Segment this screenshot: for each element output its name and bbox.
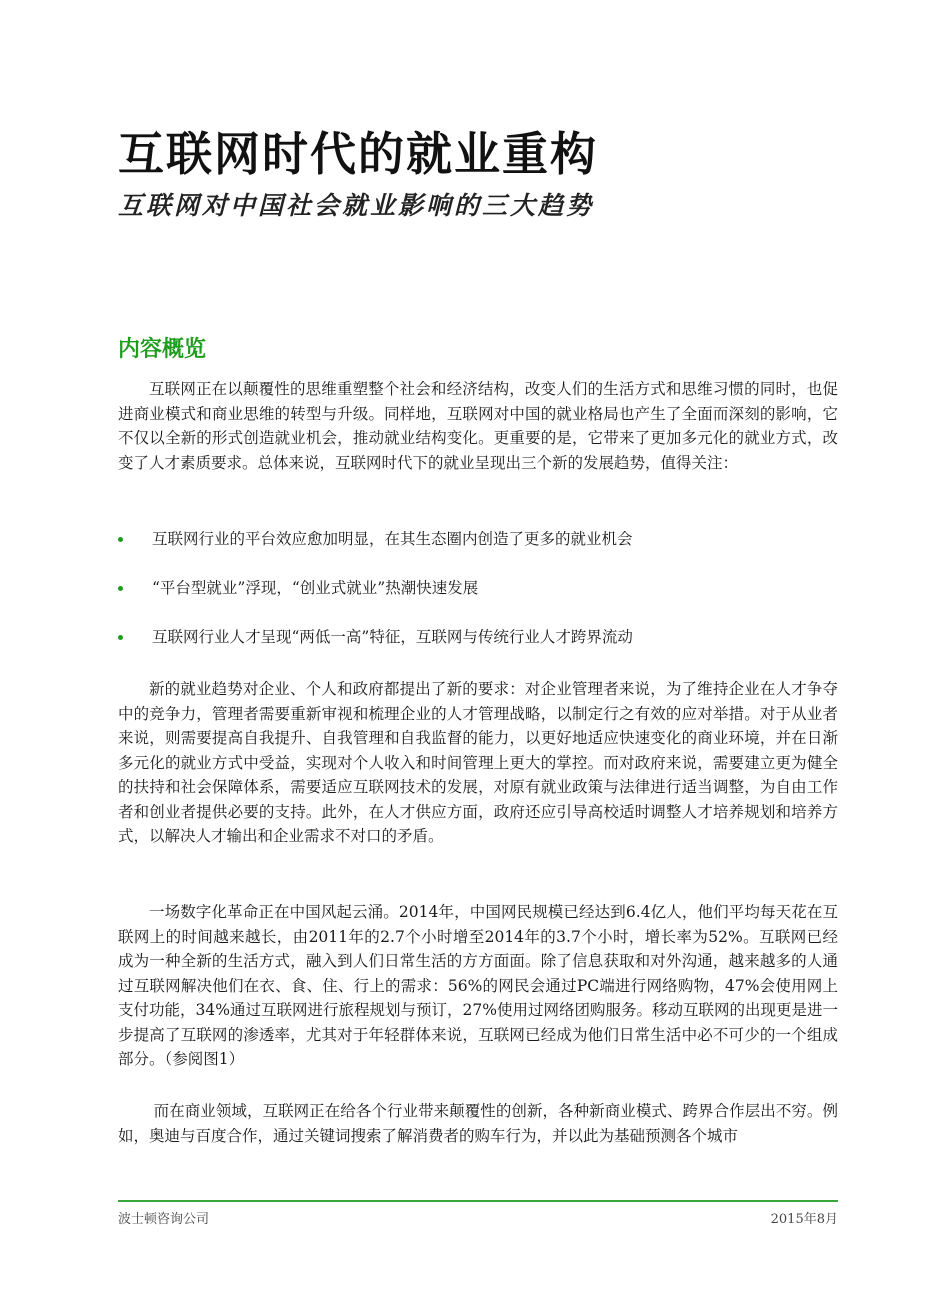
bullet-dot-icon	[118, 586, 123, 591]
list-item	[118, 525, 633, 574]
trend-bullet-list	[118, 525, 633, 672]
document-title: 互联网时代的就业重构	[118, 127, 598, 181]
requirements-paragraph: 新的就业趋势对企业、个人和政府都提出了新的要求：对企业管理者来说，为了维持企业在人才争夺中的竞争力，管理者需要重新审视和梳理企业的人才管理战略，以制定行之有效的应对举措。对于从业者来说，则需要提高自我提升、自我管理和自我监督的能力，以更好地适应快速变化的商业环境，并在日渐多元化的就业方式中受益，实现对个人收入和时间管理上更大的掌控。而对政府来说，需要建立更为健全的扶持和社会保障体系，需要适应互联网技术的发展，对原有就业政策与法律进行适当调整，为自由工作者和创业者提供必要的支持。此外，在人才供应方面，政府还应引导高校适时调整人才培养规划和培养方式，以解决人才输出和企业需求不对口的矛盾。	[118, 680, 838, 845]
digital-revolution-paragraph: 一场数字化革命正在中国风起云涌。2014年，中国网民规模已经达到6.4亿人，他们平均每天花在互联网上的时间越来越长，由2011年的2.7个小时增至2014年的3.7个小时，增长率为52%。互联网已经成为一种全新的生活方式，融入到人们日常生活的方方面面。除了信息获取和对外沟通，越来越多的人通过互联网解决他们在衣、食、住、行上的需求：56%的网民会通过PC端进行网络购物，47%会使用网上支付功能，34%通过互联网进行旅程规划与预订，27%使用过网络团购服务。移动互联网的出现更是进一步提高了互联网的渗透率，尤其对于年轻群体来说，互联网已经成为他们日常生活中必不可少的一个组成部分。（参阅图1）	[118, 903, 838, 1068]
document-subtitle: 互联网对中国社会就业影响的三大趋势	[118, 191, 595, 220]
list-item	[118, 574, 633, 623]
business-paragraph: 而在商业领域，互联网正在给各个行业带来颠覆性的创新，各种新商业模式、跨界合作层出不穷。例如，奥迪与百度合作，通过关键词搜索了解消费者的购车行为，并以此为基础预测各个城市	[118, 1102, 838, 1145]
bullet-text: 互联网行业人才呈现“两低一高”特征，互联网与传统行业人才跨界流动	[152, 628, 633, 646]
bullet-text: 互联网行业的平台效应愈加明显，在其生态圈内创造了更多的就业机会	[152, 530, 633, 548]
bullet-dot-icon	[118, 635, 123, 640]
list-item	[118, 623, 633, 672]
section-heading-overview: 内容概览	[118, 336, 207, 362]
footer-company: 波士顿咨询公司	[118, 1212, 210, 1227]
bullet-text: “平台型就业”浮现，“创业式就业”热潮快速发展	[152, 579, 479, 597]
footer-divider	[118, 1200, 838, 1202]
footer-date: 2015年8月	[770, 1212, 838, 1227]
bullet-dot-icon	[118, 537, 123, 542]
overview-intro-paragraph: 互联网正在以颠覆性的思维重塑整个社会和经济结构，改变人们的生活方式和思维习惯的同时，也促进商业模式和商业思维的转型与升级。同样地，互联网对中国的就业格局也产生了全面而深刻的影响，它不仅以全新的形式创造就业机会，推动就业结构变化。更重要的是，它带来了更加多元化的就业方式，改变了人才素质要求。总体来说，互联网时代下的就业呈现出三个新的发展趋势，值得关注：	[118, 380, 838, 472]
